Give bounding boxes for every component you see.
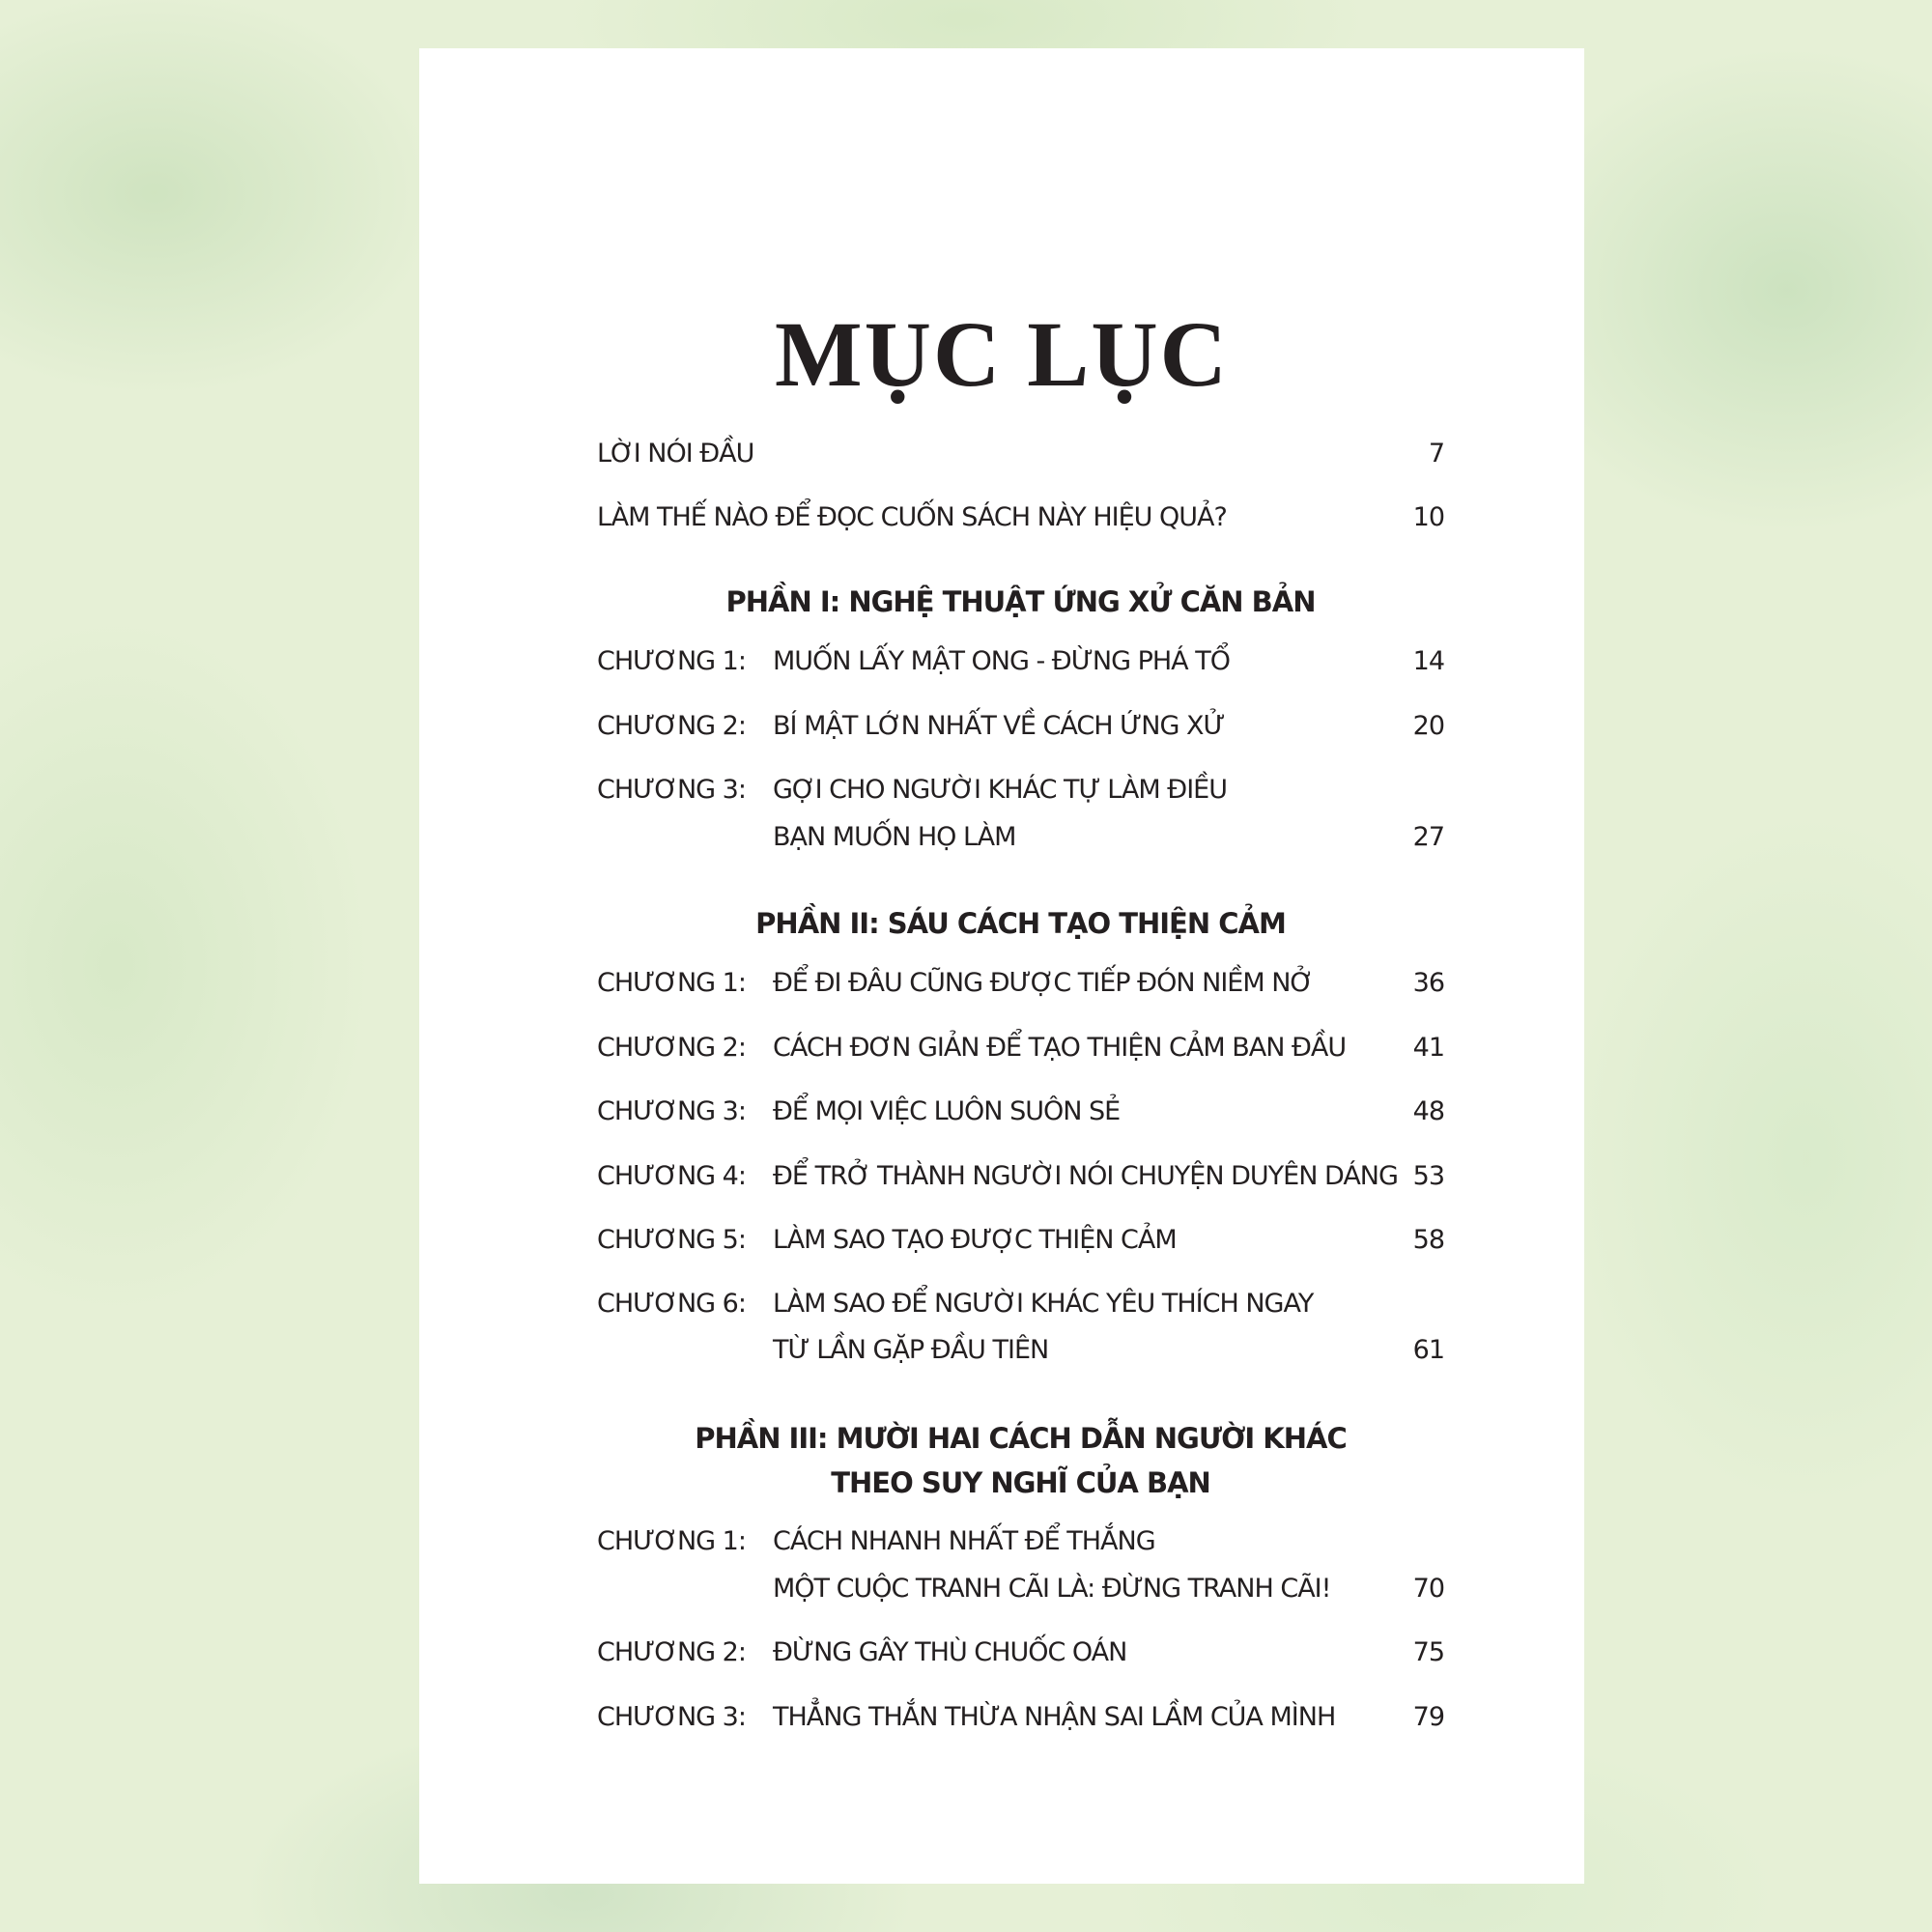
chapter-title: GỢI CHO NGƯỜI KHÁC TỰ LÀM ĐIỀU — [773, 775, 1227, 805]
chapter-label: CHƯƠNG 6: — [597, 1289, 746, 1319]
chapter-page: 70 — [1412, 1574, 1444, 1604]
chapter-label: CHƯƠNG 1: — [597, 1526, 746, 1556]
part-heading-line2: THEO SUY NGHĨ CỦA BẠN — [831, 1466, 1210, 1499]
entry-page: 10 — [1412, 502, 1444, 532]
chapter-page: 27 — [1412, 822, 1444, 852]
chapter-title: CÁCH ĐƠN GIẢN ĐỂ TẠO THIỆN CẢM BAN ĐẦU — [773, 1033, 1347, 1063]
toc-chapter-continued — [597, 1572, 1444, 1606]
chapter-label: CHƯƠNG 3: — [597, 775, 746, 805]
chapter-page: 41 — [1412, 1033, 1444, 1063]
chapter-label: CHƯƠNG 3: — [597, 1702, 746, 1732]
chapter-page: 20 — [1412, 711, 1444, 741]
chapter-page: 79 — [1412, 1702, 1444, 1732]
toc-chapter — [597, 966, 1444, 1001]
chapter-title-line2: MỘT CUỘC TRANH CÃI LÀ: ĐỪNG TRANH CÃI! — [773, 1574, 1331, 1604]
chapter-title: CÁCH NHANH NHẤT ĐỂ THẮNG — [773, 1526, 1155, 1556]
entry-title: LỜI NÓI ĐẦU — [597, 439, 754, 469]
chapter-page: 48 — [1412, 1096, 1444, 1126]
chapter-title: THẲNG THẮN THỪA NHẬN SAI LẦM CỦA MÌNH — [773, 1702, 1336, 1732]
chapter-title: BÍ MẬT LỚN NHẤT VỀ CÁCH ỨNG XỬ — [773, 711, 1225, 741]
toc-chapter — [597, 1524, 1444, 1559]
toc-chapter — [597, 1094, 1444, 1129]
chapter-title: LÀM SAO TẠO ĐƯỢC THIỆN CẢM — [773, 1225, 1177, 1255]
page-title: MỤC LỤC — [775, 302, 1229, 406]
chapter-page: 53 — [1412, 1161, 1444, 1191]
toc-chapter — [597, 1287, 1444, 1321]
chapter-title-line2: TỪ LẦN GẶP ĐẦU TIÊN — [773, 1335, 1049, 1365]
chapter-title: ĐỂ ĐI ĐÂU CŨNG ĐƯỢC TIẾP ĐÓN NIỀM NỞ — [773, 968, 1314, 998]
chapter-title: MUỐN LẤY MẬT ONG - ĐỪNG PHÁ TỔ — [773, 646, 1230, 676]
toc-chapter — [597, 773, 1444, 808]
toc-entry-preface — [597, 437, 1444, 471]
chapter-label: CHƯƠNG 3: — [597, 1096, 746, 1126]
entry-page: 7 — [1428, 439, 1444, 469]
toc-entry-how-to-read — [597, 500, 1444, 535]
part-heading: PHẦN III: MƯỜI HAI CÁCH DẪN NGƯỜI KHÁC — [695, 1422, 1347, 1455]
chapter-label: CHƯƠNG 5: — [597, 1225, 746, 1255]
toc-chapter — [597, 1635, 1444, 1670]
chapter-title: ĐỂ TRỞ THÀNH NGƯỜI NÓI CHUYỆN DUYÊN DÁNG — [773, 1161, 1398, 1191]
chapter-label: CHƯƠNG 2: — [597, 711, 746, 741]
chapter-title: ĐỪNG GÂY THÙ CHUỐC OÁN — [773, 1637, 1127, 1667]
toc-chapter — [597, 1223, 1444, 1258]
part-heading: PHẦN II: SÁU CÁCH TẠO THIỆN CẢM — [755, 907, 1286, 940]
chapter-label: CHƯƠNG 4: — [597, 1161, 746, 1191]
chapter-page: 75 — [1412, 1637, 1444, 1667]
chapter-page: 36 — [1412, 968, 1444, 998]
chapter-page: 14 — [1412, 646, 1444, 676]
toc-chapter — [597, 1700, 1444, 1735]
toc-chapter — [597, 1159, 1444, 1194]
toc-chapter — [597, 709, 1444, 744]
chapter-label: CHƯƠNG 2: — [597, 1033, 746, 1063]
chapter-page: 58 — [1412, 1225, 1444, 1255]
chapter-title: ĐỂ MỌI VIỆC LUÔN SUÔN SẺ — [773, 1096, 1121, 1126]
chapter-title-line2: BẠN MUỐN HỌ LÀM — [773, 822, 1016, 852]
entry-title: LÀM THẾ NÀO ĐỂ ĐỌC CUỐN SÁCH NÀY HIỆU QUẢ? — [597, 502, 1227, 532]
book-page — [419, 48, 1584, 1884]
chapter-page: 61 — [1412, 1335, 1444, 1365]
chapter-label: CHƯƠNG 1: — [597, 646, 746, 676]
toc-chapter — [597, 644, 1444, 679]
part-heading: PHẦN I: NGHỆ THUẬT ỨNG XỬ CĂN BẢN — [725, 585, 1316, 618]
chapter-label: CHƯƠNG 1: — [597, 968, 746, 998]
chapter-label: CHƯƠNG 2: — [597, 1637, 746, 1667]
toc-chapter — [597, 1031, 1444, 1065]
chapter-title: LÀM SAO ĐỂ NGƯỜI KHÁC YÊU THÍCH NGAY — [773, 1289, 1314, 1319]
toc-chapter-continued — [597, 1333, 1444, 1368]
toc-chapter-continued — [597, 820, 1444, 855]
